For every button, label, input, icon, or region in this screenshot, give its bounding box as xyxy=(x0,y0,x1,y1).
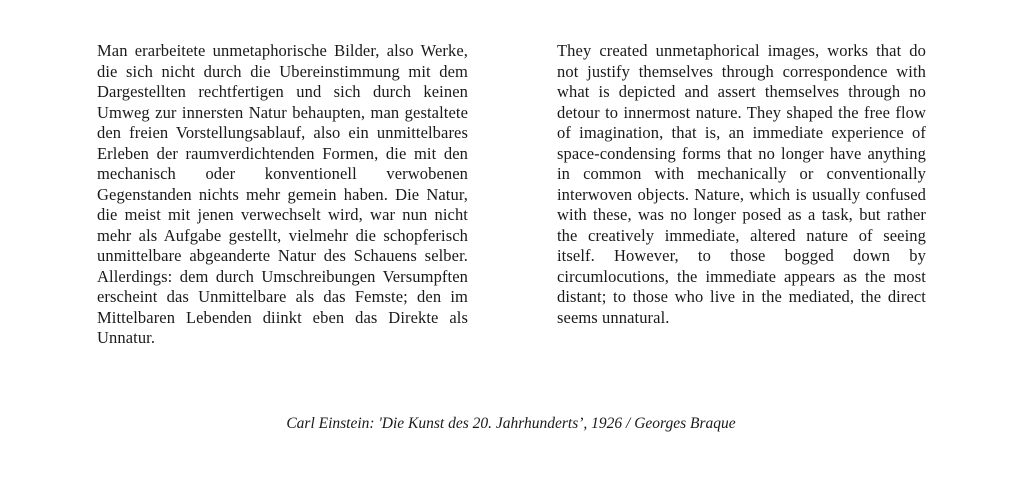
caption-attribution: Carl Einstein: 'Die Kunst des 20. Jahrhunderts’, 1926 / Georges Braque xyxy=(286,415,736,432)
german-text-column: Man erarbeitete unmetaphorische Bilder, also Werke, die sich nicht durch die Ubereinstimmung mit dem Dargestellten rechtfertigen und sich durch keinen Umweg zur innersten Natur behaupten, man gestaltete den freien Vorstellungsablauf, also ein unmittelbares Erleben der raumverdichtenden Formen, die mit den mechanisch oder konventionell verwobenen Gegenstanden nichts mehr gemein haben. Die Natur, die meist mit jenen verwechselt wird, war nun nicht mehr als Aufgabe gestellt, vielmehr die schopferisch unmittelbare abgeanderte Natur des Schauens selber. Allerdings: dem durch Umschreibungen Versumpften erscheint das Unmittelbare als das Femste; den im Mittelbaren Lebenden diinkt eben das Direkte als Unnatur. xyxy=(97,41,468,347)
english-text-column: They created unmetaphorical images, works that do not justify themselves through correspondence with what is depicted and assert themselves through no detour to innermost nature. They shaped the free flow of imagination, that is, an immediate experience of space-condensing forms that no longer have anything in common with mechanically or conventionally interwoven objects. Nature, which is usually confused with these, was no longer posed as a task, but rather the creatively immediate, altered nature of seeing itself. However, to those bogged down by circumlocutions, the immediate appears as the most distant; to those who live in the mediated, the direct seems unnatural. xyxy=(557,41,926,327)
